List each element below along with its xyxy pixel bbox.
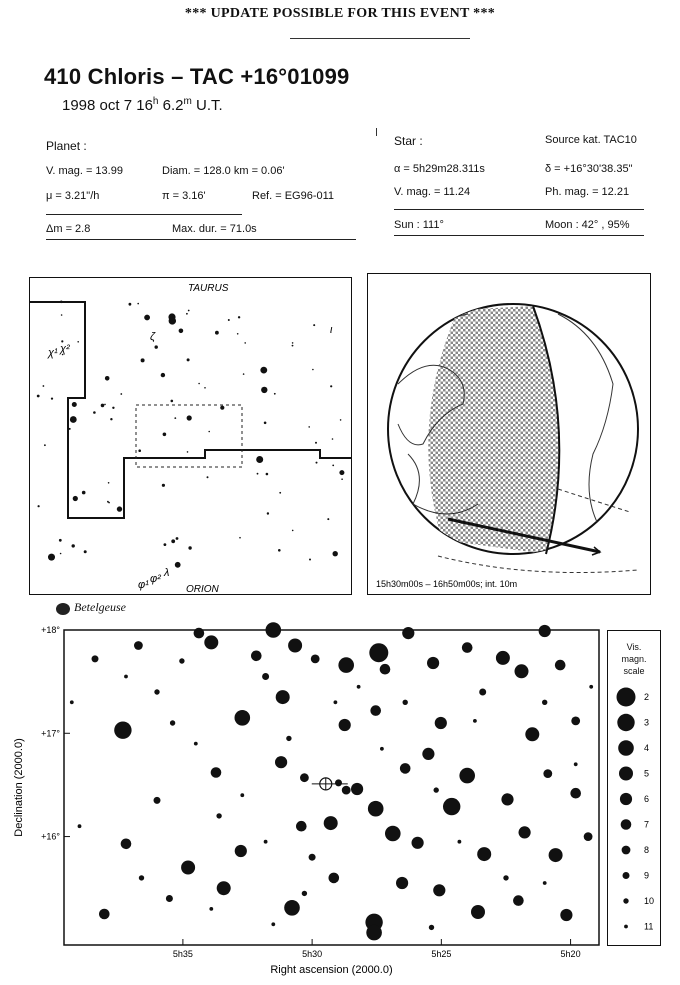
finder-star bbox=[188, 546, 191, 549]
finder-star bbox=[59, 539, 62, 542]
star-heading: Star : bbox=[394, 134, 423, 148]
chart-star bbox=[78, 824, 82, 828]
finder-star bbox=[330, 385, 332, 387]
chart-star bbox=[589, 685, 593, 689]
finder-star bbox=[260, 367, 267, 374]
finder-star bbox=[44, 444, 46, 446]
label-orion: ORION bbox=[186, 584, 219, 594]
ra-tick-label: 5h25 bbox=[431, 949, 452, 959]
label-lambda: λ bbox=[164, 567, 170, 579]
chart-star bbox=[515, 664, 529, 678]
chart-star bbox=[539, 625, 551, 637]
scale-dot bbox=[622, 846, 631, 855]
chart-star bbox=[477, 847, 491, 861]
planet-heading: Planet : bbox=[46, 139, 87, 153]
finder-star bbox=[261, 387, 267, 393]
chart-star bbox=[70, 700, 74, 704]
chart-star bbox=[366, 925, 382, 941]
scale-mag-label: 2 bbox=[644, 692, 650, 702]
star-bottom-rule bbox=[394, 235, 644, 236]
chart-star bbox=[357, 685, 361, 689]
chart-star bbox=[427, 657, 439, 669]
finder-star bbox=[264, 422, 267, 425]
finder-star bbox=[168, 313, 175, 320]
finder-star bbox=[112, 407, 114, 409]
label-chi2: χ² bbox=[60, 343, 70, 355]
chart-star bbox=[288, 639, 302, 653]
chart-star bbox=[501, 793, 513, 805]
chart-star bbox=[334, 700, 338, 704]
finder-star bbox=[77, 341, 79, 343]
finder-star bbox=[82, 491, 86, 495]
finder-star bbox=[110, 418, 112, 420]
scale-mag-label: 4 bbox=[644, 743, 650, 753]
finder-star bbox=[228, 319, 230, 321]
ra-tick-label: 5h30 bbox=[302, 949, 323, 959]
finder-star bbox=[186, 313, 188, 315]
scale-mag-label: 11 bbox=[644, 921, 654, 932]
finder-star bbox=[292, 342, 294, 344]
finder-star bbox=[171, 539, 175, 543]
finder-star bbox=[161, 373, 165, 377]
scale-mag-label: 5 bbox=[644, 768, 650, 779]
chart-star bbox=[276, 690, 290, 704]
date-m: m bbox=[183, 96, 192, 107]
finder-star bbox=[238, 316, 240, 318]
chart-star bbox=[216, 813, 221, 818]
planet-diam: Diam. = 128.0 km = 0.06' bbox=[162, 165, 285, 177]
star-vmag: V. mag. = 11.24 bbox=[394, 186, 471, 198]
planet-pi: π = 3.16' bbox=[162, 190, 206, 202]
finder-star bbox=[309, 559, 311, 561]
chart-star bbox=[496, 651, 510, 665]
chart-star bbox=[211, 767, 222, 778]
finder-star bbox=[108, 482, 110, 484]
betelgeuse-icon bbox=[56, 603, 70, 615]
finder-star bbox=[339, 470, 344, 475]
label-iota: ι bbox=[330, 324, 333, 336]
chart-star bbox=[560, 909, 572, 921]
chart-star bbox=[403, 700, 408, 705]
scale-mag-label: 10 bbox=[644, 896, 655, 906]
finder-star bbox=[327, 518, 329, 520]
delta-mag: Δm = 2.8 bbox=[46, 223, 91, 235]
finder-star bbox=[51, 398, 53, 400]
ra-tick-label: 5h20 bbox=[560, 949, 581, 959]
chart-star bbox=[462, 642, 473, 653]
finder-star bbox=[107, 501, 109, 503]
finder-star bbox=[60, 301, 63, 304]
finder-star bbox=[171, 400, 174, 403]
finder-star bbox=[104, 404, 106, 406]
finder-star bbox=[292, 530, 294, 532]
chart-star bbox=[339, 719, 351, 731]
scale-dot bbox=[618, 740, 634, 756]
finder-star bbox=[73, 496, 78, 501]
finder-star bbox=[266, 473, 269, 476]
finder-star bbox=[188, 310, 190, 312]
finder-star bbox=[244, 342, 246, 344]
chart-star bbox=[124, 675, 128, 679]
date-h: h bbox=[152, 96, 159, 107]
chart-star bbox=[458, 840, 462, 844]
finder-star bbox=[274, 393, 276, 395]
label-phi2: φ² bbox=[150, 573, 161, 585]
label-taurus: TAURUS bbox=[188, 283, 229, 294]
chart-star bbox=[570, 788, 581, 799]
chart-star bbox=[549, 848, 563, 862]
chart-star bbox=[555, 660, 566, 671]
chart-star bbox=[311, 655, 320, 664]
finder-star bbox=[137, 303, 139, 305]
chart-star bbox=[194, 628, 205, 639]
chart-star bbox=[519, 826, 531, 838]
finder-star bbox=[37, 395, 40, 398]
scale-dot bbox=[620, 793, 632, 805]
scale-mag-label: 9 bbox=[644, 870, 650, 881]
finder-star bbox=[313, 324, 315, 326]
scale-title-1: Vis. bbox=[626, 642, 642, 652]
scale-dot bbox=[621, 819, 632, 830]
constellation-boundary bbox=[30, 302, 351, 518]
finder-star bbox=[43, 385, 45, 387]
finder-star bbox=[120, 393, 122, 395]
finder-star bbox=[187, 451, 189, 453]
chart-star bbox=[284, 900, 300, 916]
label-betelgeuse: Betelgeuse bbox=[74, 600, 126, 614]
finder-star bbox=[187, 358, 190, 361]
finder-star bbox=[72, 402, 77, 407]
finder-star bbox=[332, 465, 334, 467]
finder-star bbox=[243, 373, 245, 375]
chart-star bbox=[181, 861, 195, 875]
update-banner: *** UPDATE POSSIBLE FOR THIS EVENT *** bbox=[184, 6, 496, 21]
chart-star bbox=[240, 793, 244, 797]
finder-star bbox=[155, 345, 158, 348]
chart-star bbox=[342, 786, 351, 795]
finder-star bbox=[164, 543, 167, 546]
finder-star bbox=[207, 476, 209, 478]
event-date bbox=[62, 96, 223, 114]
finder-star bbox=[138, 449, 141, 452]
finder-star bbox=[312, 369, 314, 371]
finder-star bbox=[174, 417, 176, 419]
planet-bottom-rule bbox=[46, 239, 356, 240]
finder-star bbox=[84, 550, 87, 553]
banner-rule bbox=[290, 38, 470, 39]
finder-star bbox=[208, 431, 210, 433]
chart-star bbox=[194, 742, 198, 746]
chart-star bbox=[412, 837, 424, 849]
track-limit-south bbox=[438, 556, 638, 573]
chart-star bbox=[422, 748, 434, 760]
chart-star bbox=[473, 719, 477, 723]
finder-star bbox=[93, 411, 96, 414]
chart-star bbox=[571, 717, 580, 726]
star-rule bbox=[394, 209, 644, 210]
scale-dot bbox=[619, 767, 633, 781]
chart-star bbox=[251, 651, 262, 662]
finder-star bbox=[256, 456, 263, 463]
chart-star bbox=[166, 895, 173, 902]
chart-star bbox=[513, 895, 524, 906]
chart-star bbox=[370, 705, 381, 716]
chart-star bbox=[380, 664, 391, 675]
chart-star bbox=[271, 922, 275, 926]
scale-dot bbox=[623, 872, 630, 879]
globe-map bbox=[367, 273, 651, 595]
chart-star bbox=[139, 875, 144, 880]
max-duration: Max. dur. = 71.0s bbox=[172, 223, 257, 235]
finder-star bbox=[332, 438, 334, 440]
star-alpha: α = 5h29m28.311s bbox=[394, 163, 485, 175]
chart-star bbox=[584, 832, 593, 841]
label-phi1: φ¹ bbox=[138, 579, 149, 591]
finder-star bbox=[187, 415, 192, 420]
chart-star bbox=[134, 641, 143, 650]
chart-star bbox=[286, 736, 291, 741]
chart-star bbox=[380, 747, 384, 751]
y-axis-label: Declination (2000.0) bbox=[13, 738, 25, 837]
chart-star bbox=[92, 655, 99, 662]
scale-dot bbox=[623, 898, 628, 903]
chart-star bbox=[121, 839, 132, 850]
finder-star bbox=[220, 406, 224, 410]
finder-star bbox=[117, 506, 122, 511]
chart-star bbox=[235, 845, 247, 857]
x-axis-label: Right ascension (2000.0) bbox=[270, 964, 393, 976]
finder-star bbox=[105, 376, 110, 381]
ra-tick-label: 5h35 bbox=[172, 949, 193, 959]
chart-star bbox=[262, 673, 269, 680]
chart-star bbox=[235, 710, 251, 726]
chart-star bbox=[369, 643, 388, 662]
scale-dot bbox=[624, 925, 628, 929]
date-mid: 6.2 bbox=[158, 97, 184, 114]
finder-star bbox=[61, 314, 63, 316]
chart-star bbox=[435, 717, 447, 729]
chart-star bbox=[385, 826, 401, 842]
source-catalog: Source kat. TAC10 bbox=[545, 134, 637, 146]
planet-rule bbox=[46, 214, 242, 215]
star-delta: δ = +16°30'38.35" bbox=[545, 163, 633, 175]
finder-star bbox=[279, 492, 281, 494]
chart-star bbox=[204, 635, 218, 649]
finder-star bbox=[215, 331, 219, 335]
event-title: 410 Chloris – TAC +16°01099 bbox=[44, 64, 350, 89]
chart-star bbox=[309, 854, 316, 861]
finder-star bbox=[267, 512, 269, 514]
finder-star bbox=[315, 442, 317, 444]
star-phmag: Ph. mag. = 12.21 bbox=[545, 186, 630, 198]
chart-star bbox=[296, 821, 307, 832]
finder-star bbox=[129, 303, 132, 306]
chart-star bbox=[302, 891, 307, 896]
chart-star bbox=[459, 768, 475, 784]
scale-dot bbox=[617, 714, 634, 731]
finder-chart-svg bbox=[30, 278, 351, 594]
star-chart-svg bbox=[12, 620, 602, 980]
chart-star bbox=[217, 881, 231, 895]
globe-svg bbox=[368, 274, 650, 594]
finder-star bbox=[204, 387, 206, 389]
chart-star bbox=[402, 627, 414, 639]
finder-star bbox=[144, 315, 150, 321]
chart-star bbox=[503, 875, 508, 880]
scale-svg bbox=[608, 683, 660, 943]
finder-star bbox=[333, 551, 338, 556]
finder-star bbox=[163, 433, 167, 437]
chart-star bbox=[479, 689, 486, 696]
finder-star bbox=[308, 426, 310, 428]
chart-star bbox=[433, 884, 445, 896]
label-chi1: χ¹ bbox=[48, 347, 58, 359]
finder-star bbox=[101, 404, 105, 408]
chart-star bbox=[179, 658, 184, 663]
chart-star bbox=[351, 783, 363, 795]
visibility-zone bbox=[428, 306, 559, 554]
chart-star bbox=[400, 763, 411, 774]
scale-dot bbox=[617, 688, 636, 707]
chart-star bbox=[264, 840, 268, 844]
finder-star bbox=[38, 505, 40, 507]
finder-star bbox=[340, 419, 342, 421]
chart-star bbox=[154, 797, 161, 804]
chart-star bbox=[338, 657, 354, 673]
chart-star bbox=[543, 769, 552, 778]
chart-star bbox=[396, 877, 408, 889]
chart-star bbox=[542, 700, 547, 705]
finder-star bbox=[239, 537, 241, 539]
finder-star bbox=[179, 329, 184, 334]
chart-star bbox=[443, 798, 460, 815]
chart-star bbox=[266, 622, 282, 638]
chart-star bbox=[434, 787, 439, 792]
chart-star bbox=[368, 801, 384, 817]
finder-star bbox=[60, 553, 62, 555]
label-zeta: ζ bbox=[150, 331, 156, 343]
planet-vmag: V. mag. = 13.99 bbox=[46, 165, 123, 177]
chart-star bbox=[525, 727, 539, 741]
date-prefix: 1998 oct 7 16 bbox=[62, 97, 153, 114]
chart-star bbox=[209, 907, 213, 911]
star-chart bbox=[12, 620, 680, 980]
tick-mark bbox=[376, 128, 377, 136]
dec-tick-label: +18° bbox=[41, 625, 60, 635]
finder-star bbox=[316, 462, 318, 464]
chart-star bbox=[574, 762, 578, 766]
magnitude-scale bbox=[607, 630, 661, 946]
moon-info: Moon : 42° , 95% bbox=[545, 219, 630, 231]
finder-chart bbox=[29, 277, 352, 595]
finder-star bbox=[237, 333, 239, 335]
finder-star bbox=[69, 428, 71, 430]
finder-star bbox=[72, 544, 75, 547]
planet-ref: Ref. = EG96-011 bbox=[252, 190, 335, 202]
finder-star bbox=[175, 562, 181, 568]
chart-star bbox=[114, 722, 131, 739]
chart-star bbox=[300, 773, 309, 782]
chart-star bbox=[170, 720, 175, 725]
finder-star bbox=[278, 549, 281, 552]
finder-stars bbox=[37, 301, 345, 568]
chart-star bbox=[429, 925, 434, 930]
scale-mag-label: 8 bbox=[644, 845, 650, 855]
chart-star bbox=[275, 756, 287, 768]
scale-mag-label: 6 bbox=[644, 794, 650, 804]
finder-star bbox=[162, 484, 165, 487]
scale-mag-label: 3 bbox=[644, 717, 650, 728]
planet-mu: μ = 3.21"/h bbox=[46, 190, 100, 202]
finder-star bbox=[292, 345, 294, 347]
chart-star bbox=[471, 905, 485, 919]
date-suffix: U.T. bbox=[191, 97, 223, 114]
finder-star bbox=[198, 383, 200, 385]
chart-star bbox=[324, 816, 338, 830]
finder-star bbox=[176, 537, 179, 540]
globe-caption: 15h30m00s – 16h50m00s; int. 10m bbox=[376, 579, 518, 589]
dec-tick-label: +16° bbox=[41, 831, 60, 842]
chart-star bbox=[335, 779, 342, 786]
chart-star bbox=[543, 881, 547, 885]
chart-star bbox=[99, 909, 110, 920]
scale-mag-label: 7 bbox=[644, 819, 650, 830]
finder-star bbox=[48, 554, 55, 561]
finder-star bbox=[141, 358, 145, 362]
sun-angle: Sun : 111° bbox=[394, 219, 444, 231]
chart-star bbox=[154, 689, 159, 694]
scale-title-2: magn. bbox=[621, 654, 647, 664]
scale-title-3: scale bbox=[623, 666, 645, 676]
finder-star bbox=[70, 416, 77, 423]
finder-star bbox=[341, 478, 343, 480]
chart-star bbox=[329, 873, 340, 884]
dec-tick-label: +17° bbox=[41, 728, 60, 739]
finder-star bbox=[257, 473, 259, 475]
